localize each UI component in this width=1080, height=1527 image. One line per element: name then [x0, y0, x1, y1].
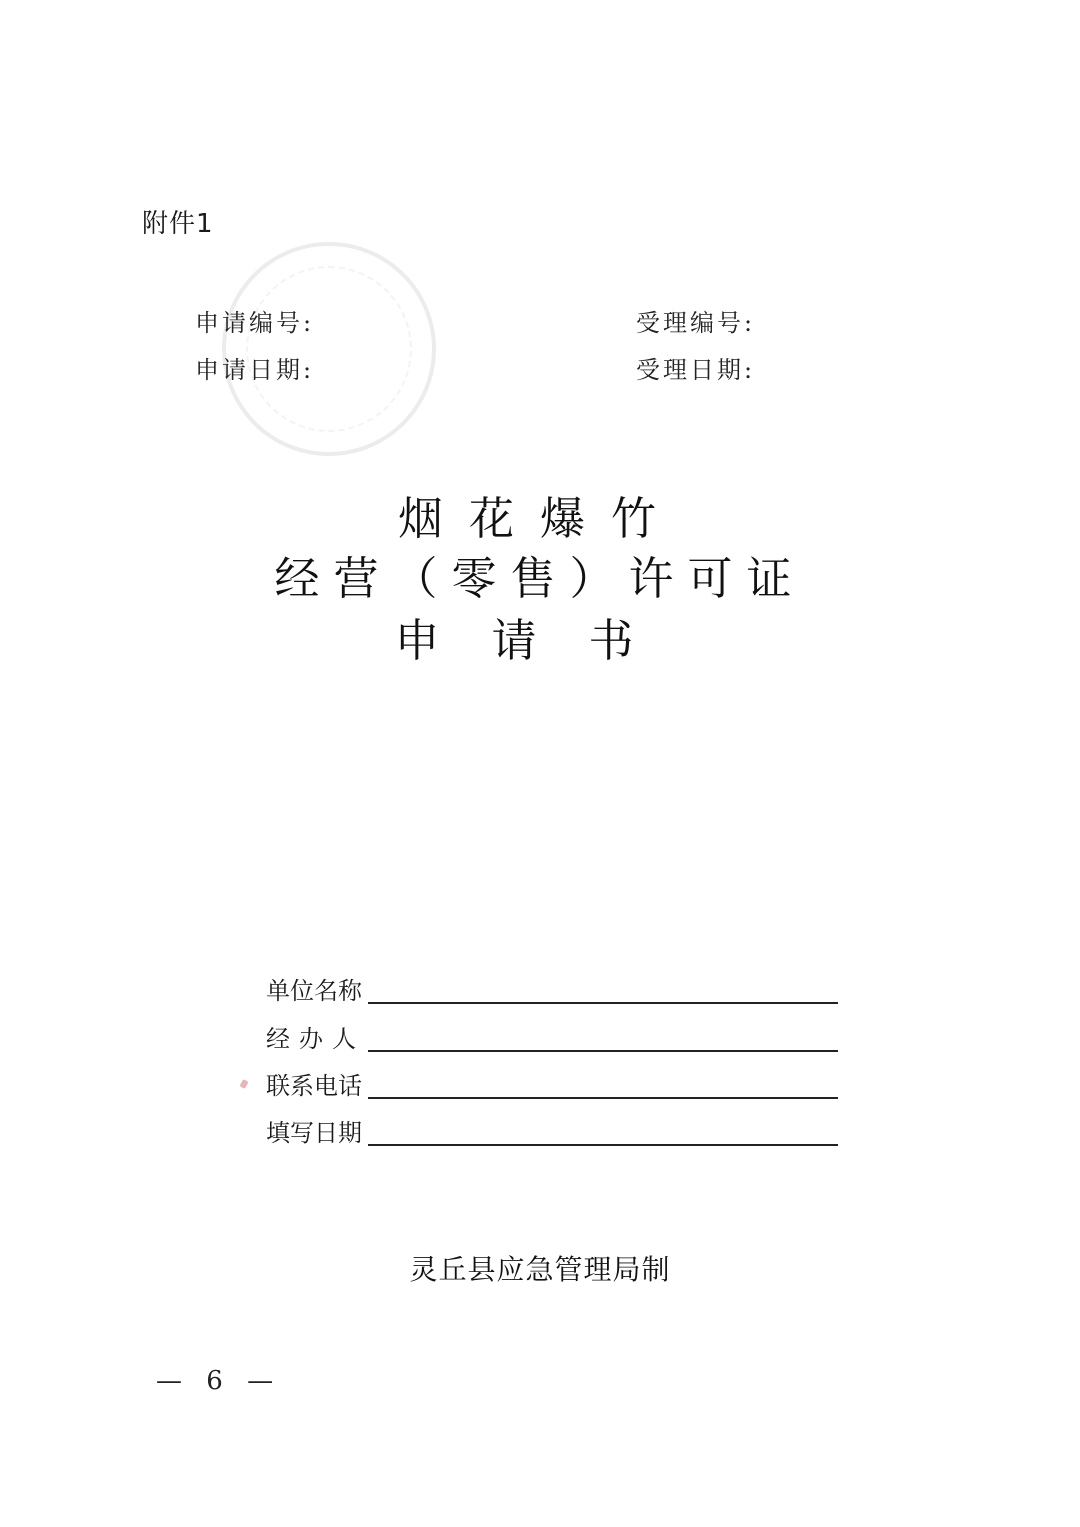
title-line-2: 经营（零售）许可证: [274, 552, 806, 605]
form-row-unit-name: [266, 972, 838, 1006]
page-number: — 6 —: [156, 1366, 282, 1396]
phone-line: [368, 1071, 838, 1099]
title-line-3: 申请书: [394, 614, 686, 667]
form-row-fill-date: [266, 1114, 838, 1148]
form-row-phone: [266, 1067, 838, 1101]
issuer-label: 灵丘县应急管理局制: [409, 1253, 671, 1286]
handler-line: [368, 1024, 838, 1052]
application-date-label: 申请日期:: [195, 356, 315, 384]
form-row-handler: [266, 1020, 838, 1054]
faded-seal-stamp: [222, 242, 436, 456]
title-line-1: 烟花爆竹: [397, 492, 682, 545]
fill-date-label: 填写日期: [266, 1119, 362, 1147]
acceptance-number-label: 受理编号:: [636, 309, 756, 337]
application-number-label: 申请编号:: [195, 309, 315, 337]
fill-date-line: [368, 1118, 838, 1146]
unit-name-label: 单位名称: [266, 977, 362, 1005]
scan-speck: [239, 1079, 248, 1089]
unit-name-line: [368, 976, 838, 1004]
phone-label: 联系电话: [266, 1072, 362, 1100]
handler-label: 经办人: [266, 1025, 365, 1053]
acceptance-date-label: 受理日期:: [636, 356, 756, 384]
attachment-label: 附件1: [142, 209, 214, 239]
faded-seal-inner-ring: [246, 266, 412, 432]
